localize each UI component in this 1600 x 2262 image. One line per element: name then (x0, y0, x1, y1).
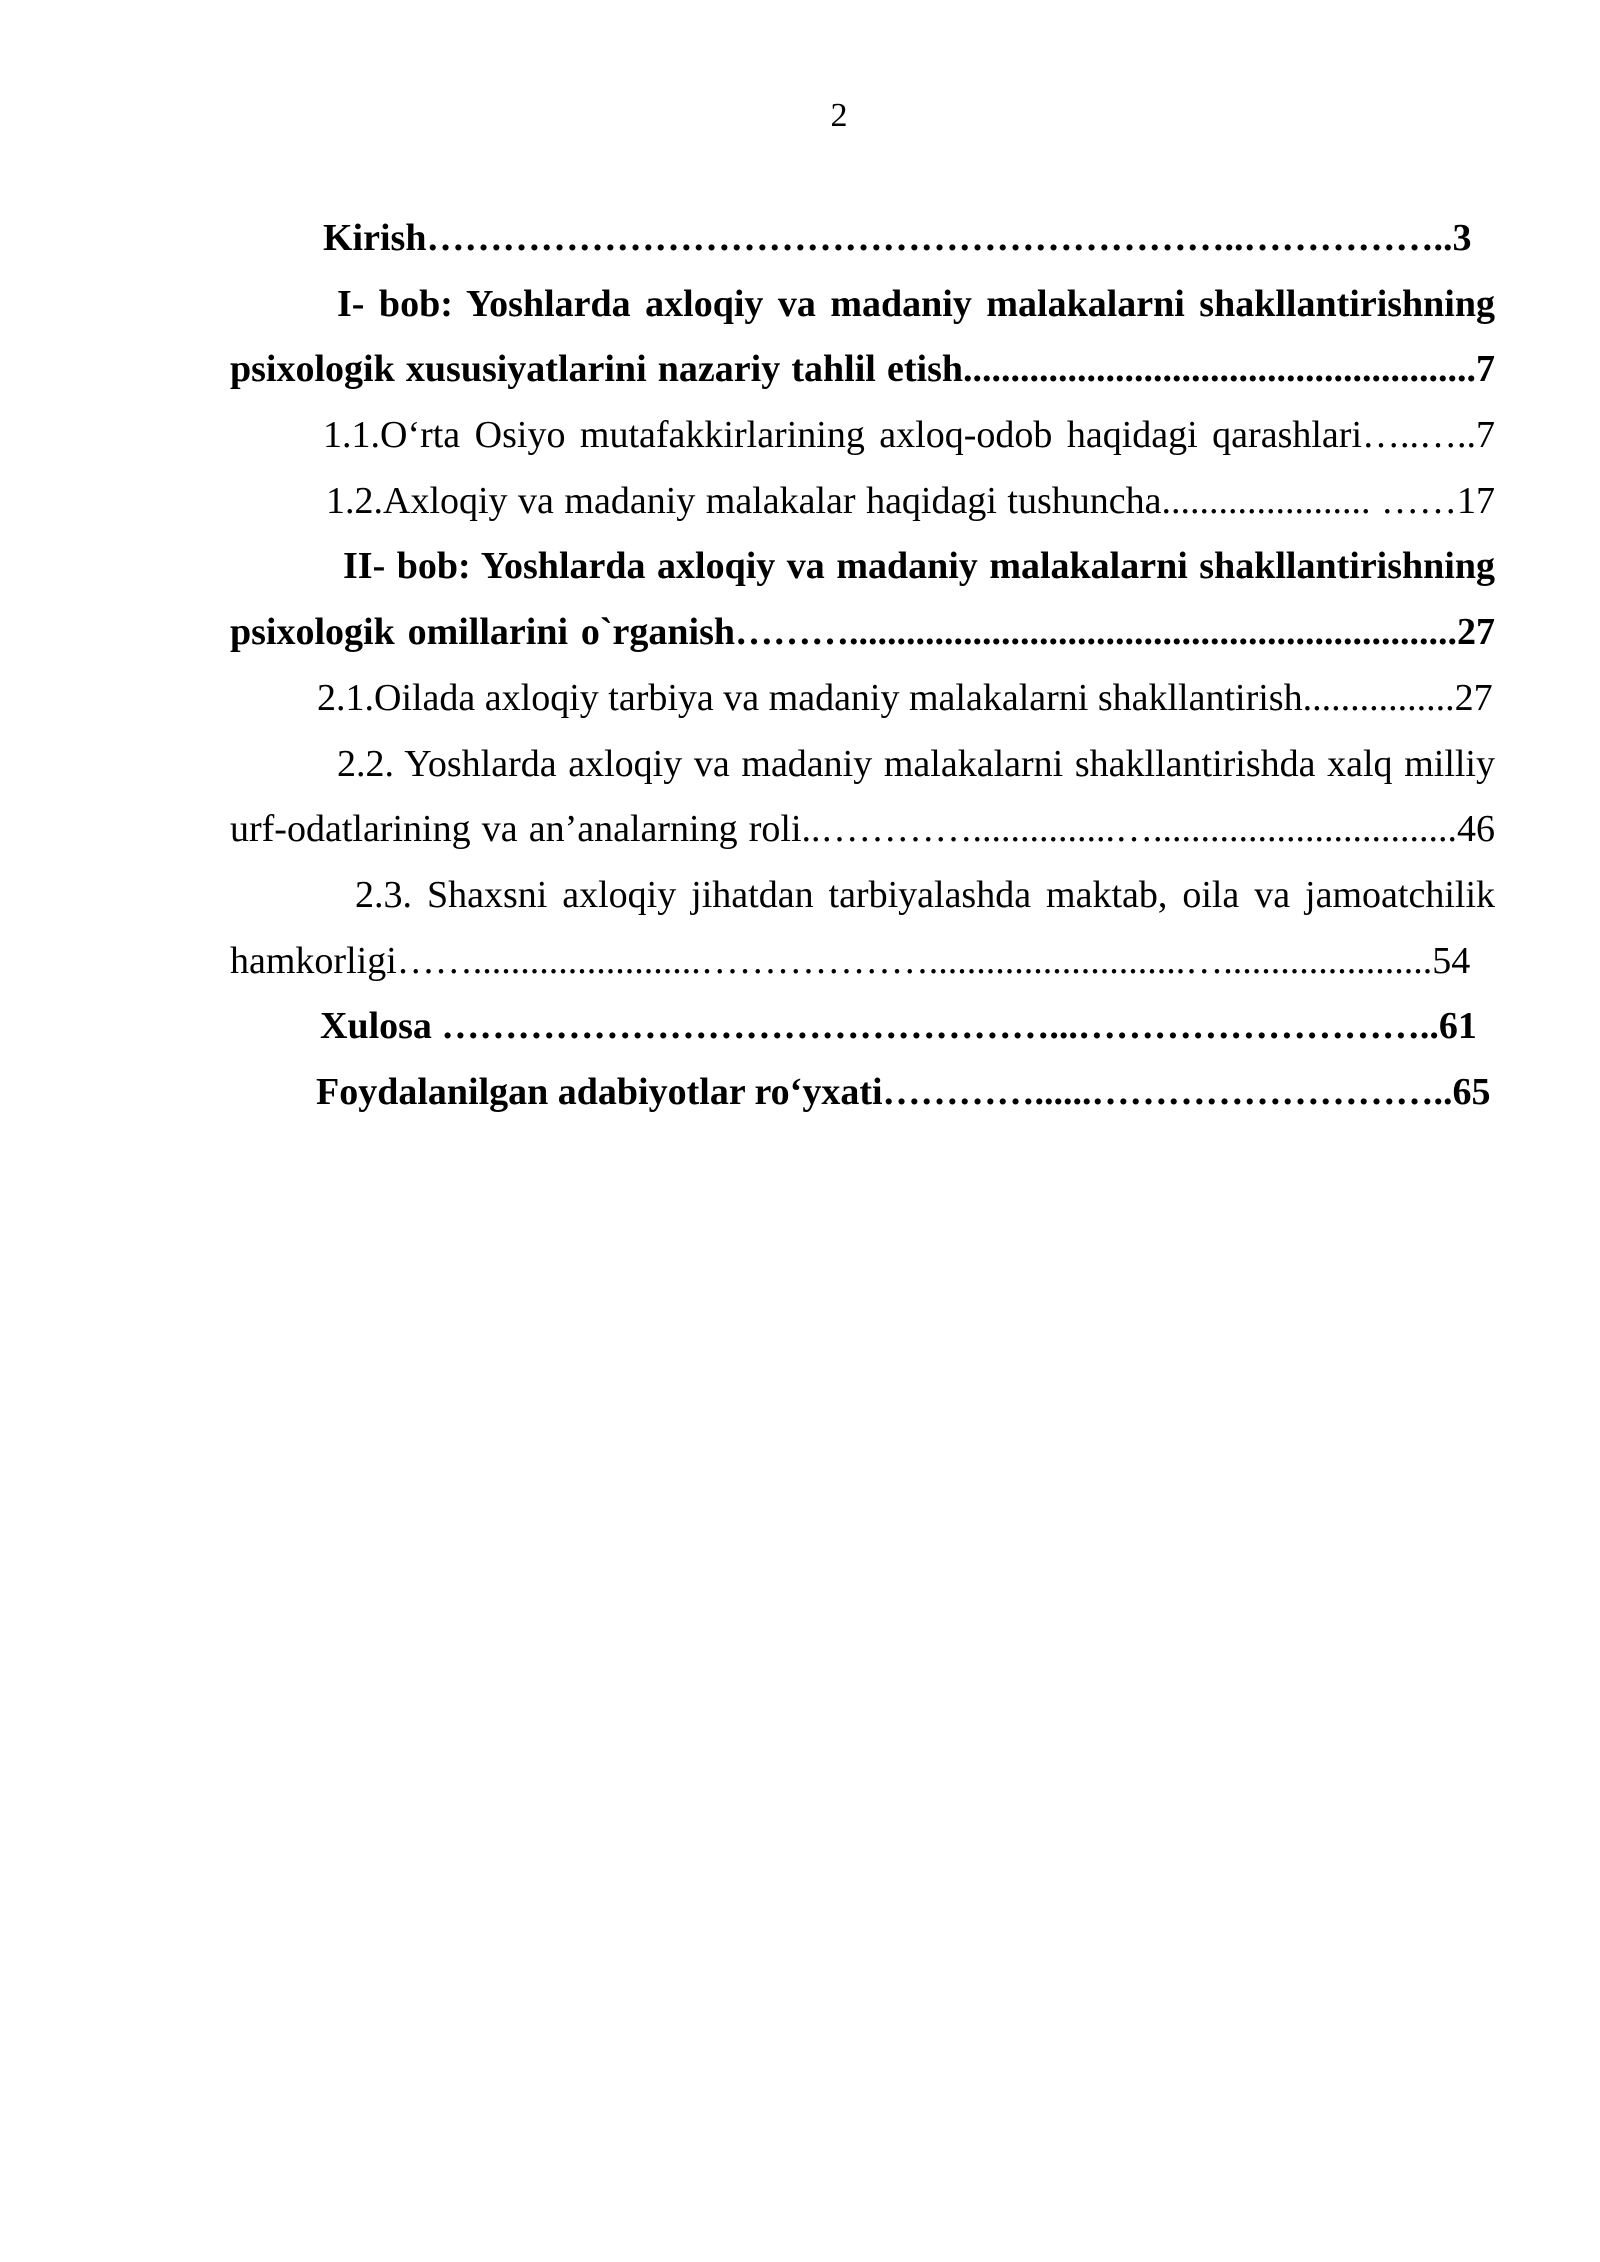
toc-line: 2.1.Oilada axloqiy tarbiya va madaniy malakalarni shakllantirish................27 (317, 676, 1493, 719)
toc-line: psixologik xususiyatlarini nazariy tahlil etish......................................................7 (230, 348, 1495, 391)
toc-entry-introduction (230, 206, 1495, 272)
toc-line: 1.1.O‘rta Osiyo mutafakkirlarining axloq-odob haqidagi qarashlari…..…..7 (323, 414, 1495, 457)
toc-line: 2.2. Yoshlarda axloqiy va madaniy malakalarni shakllantirishda xalq milliy (337, 742, 1495, 785)
toc-entry-section-1-2 (230, 469, 1495, 535)
toc-entry-section-2-3 (230, 863, 1495, 994)
page-number: 2 (830, 97, 848, 134)
toc-line: Foydalanilgan adabiyotlar ro‘yxati…………......………………………..65 (316, 1070, 1491, 1113)
toc-line: 2.3. Shaxsni axloqiy jihatdan tarbiyalashda maktab, oila va jamoatchilik (355, 873, 1495, 916)
toc-line: urf-odatlarining va an’analarning roli..…………...............…................................46 (230, 808, 1495, 851)
toc-entry-references (230, 1060, 1495, 1126)
toc-entry-section-2-1 (230, 666, 1495, 732)
toc-line: 1.2.Axloqiy va madaniy malakalar haqidagi tushuncha...................... ……17 (326, 479, 1495, 522)
toc-entry-chapter-2 (230, 534, 1495, 665)
toc-line: hamkorligi……........................………………...........................…......................54 (230, 939, 1471, 982)
toc-line: Kirish………………………………………………………..……………..3 (323, 217, 1472, 259)
toc-entry-conclusion (230, 994, 1495, 1060)
toc-line: Xulosa …………………………………………...………………………..61 (320, 1005, 1477, 1048)
toc-entry-section-1-1 (230, 403, 1495, 469)
toc-line: I- bob: Yoshlarda axloqiy va madaniy malakalarni shakllantirishning (337, 282, 1495, 325)
table-of-contents (230, 206, 1495, 1126)
toc-entry-section-2-2 (230, 732, 1495, 863)
toc-line: II- bob: Yoshlarda axloqiy va madaniy malakalarni shakllantirishning (343, 545, 1495, 588)
toc-line: psixologik omillarini o`rganish………................................................................27 (230, 611, 1495, 654)
toc-entry-chapter-1 (230, 272, 1495, 403)
